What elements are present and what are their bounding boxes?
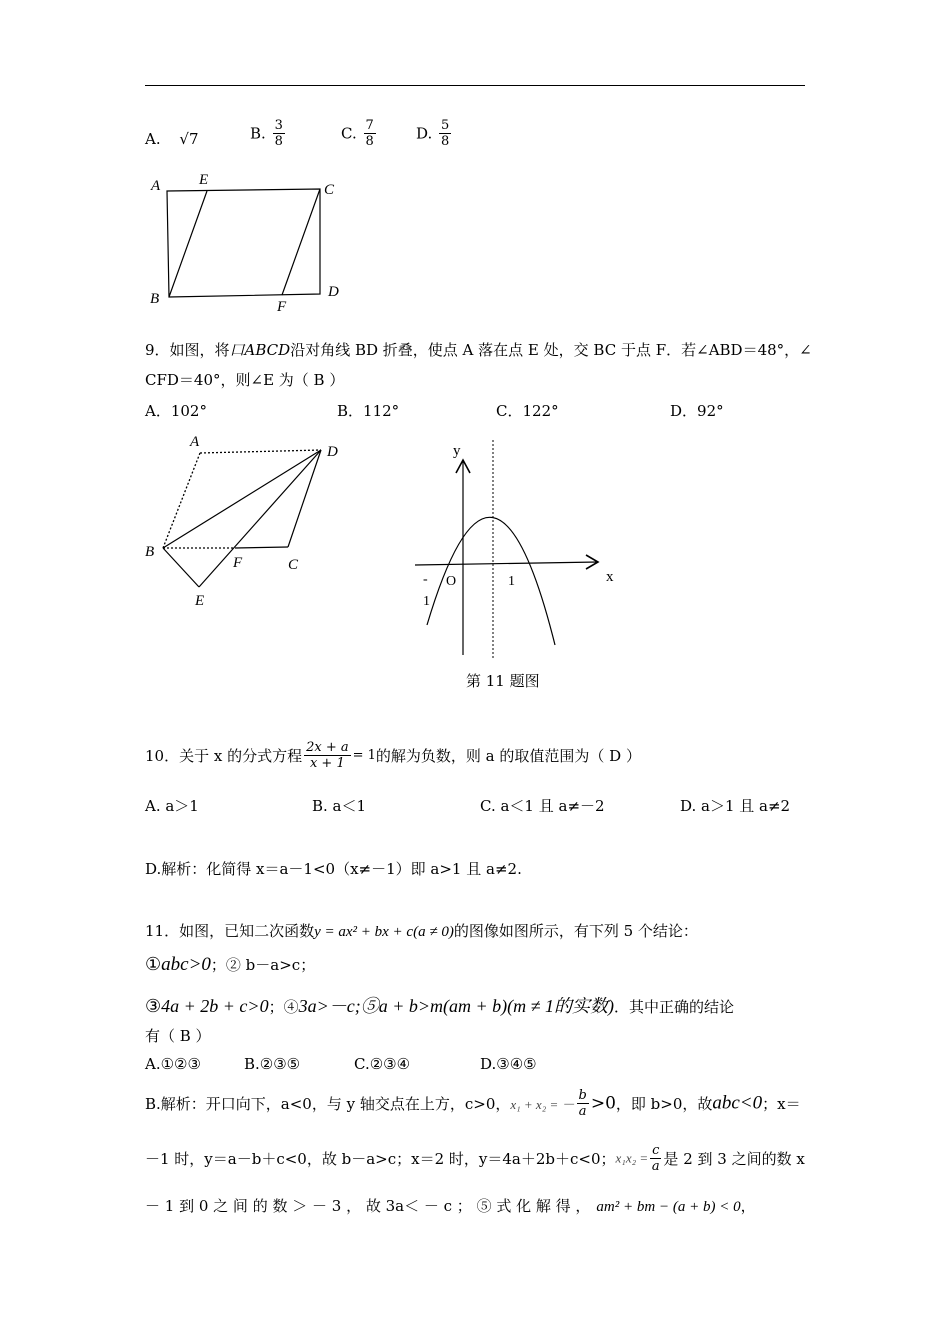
q10-option-b: B. a＜1 — [312, 797, 367, 815]
q9-option-d: D．92° — [670, 402, 724, 420]
q11-analysis-line3: － 1 到 0 之 间 的 数 ＞ － 3 ， 故 3a＜ － c ； ⑤ 式 化 解 得 ， am² + bm − (a + b) < 0， — [145, 1197, 756, 1215]
q9-option-a: A．102° — [145, 402, 207, 420]
label-neg-dash: - — [423, 572, 428, 587]
label-e: E — [199, 172, 209, 188]
label-f: F — [277, 299, 287, 315]
q11-stem-line3: ③4a + 2b + c>0；④3a>－c;⑤a + b>m(am + b)(m ≠ 1的实数)．其中正确的结论 — [145, 996, 735, 1017]
label-neg-one: 1 — [423, 594, 430, 609]
q8-option-a: A. √7 — [145, 130, 199, 148]
label-f: F — [233, 555, 243, 571]
label-y: y — [453, 443, 461, 459]
diagonal-bd — [163, 450, 321, 548]
q9-option-c: C．122° — [496, 402, 559, 420]
dotted-ab — [163, 453, 200, 548]
segment-dc — [288, 450, 321, 547]
label-e: E — [195, 593, 205, 609]
q8-option-c: C. $\frac{7}{8}$ — [341, 118, 374, 149]
q10-option-c: C. a＜1 且 a≠－2 — [480, 797, 605, 815]
q9-stem-line2: CFD＝40°，则∠E 为（ B ） — [145, 371, 345, 389]
figure-11-caption: 第 11 题图 — [466, 672, 540, 690]
q10-analysis: D.解析：化简得 x＝a－1<0（x≠－1）即 a>1 且 a≠2. — [145, 860, 522, 878]
q11-stem-line2: ①abc>0；② b－a>c； — [145, 954, 316, 975]
q10-stem: 10．关于 x 的分式方程 $\frac{2x + a}{x + 1}$ = 1的解为负数，则 a 的取值范围为（ D ） — [145, 740, 641, 771]
q11-analysis-line2: －1 时，y＝a－b＋c<0，故 b－a>c；x＝2 时，y＝4a＋2b＋c<0；x₁x₂ = $\frac{c}{a}$ 是 2 到 3 之间的数 x — [145, 1143, 805, 1174]
label-a: A — [190, 434, 200, 450]
label-c: C — [288, 557, 299, 573]
rectangle-abcd — [167, 189, 320, 297]
segment-fc — [235, 547, 288, 548]
label-one: 1 — [508, 574, 515, 589]
q11-option-c: C.②③④ — [354, 1055, 411, 1073]
q9-option-b: B．112° — [337, 402, 400, 420]
label-b: B — [145, 544, 155, 560]
segment-be — [163, 548, 199, 587]
segment-cf — [282, 189, 320, 295]
segment-be — [169, 191, 207, 297]
q11-stem-line4: 有（ B ） — [145, 1027, 211, 1045]
q11-option-b: B.②③⑤ — [244, 1055, 301, 1073]
q8-option-b: B. $\frac{3}{8}$ — [250, 118, 283, 149]
top-rule — [145, 85, 805, 86]
x-axis — [415, 562, 598, 565]
folded-parallelogram-figure — [140, 428, 360, 613]
dotted-ad — [200, 450, 321, 453]
label-d: D — [328, 284, 339, 300]
label-origin: O — [446, 574, 457, 589]
q11-analysis-line1: B.解析：开口向下，a<0，与 y 轴交点在上方，c>0，x₁ + x₂ = － $\frac{b}{a}$ >0，即 b>0，故abc<0；x＝ — [145, 1088, 801, 1119]
label-d: D — [327, 444, 338, 460]
q9-stem-line1: 9．如图，将口ABCD沿对角线 BD 折叠，使点 A 落在点 E 处，交 BC 于点 F．若∠ABD＝48°，∠ — [145, 341, 812, 359]
rectangle-figure — [140, 168, 360, 318]
q10-option-a: A. a＞1 — [145, 797, 199, 815]
label-b: B — [150, 291, 160, 307]
label-x: x — [606, 569, 614, 585]
q11-stem-line1: 11．如图，已知二次函数y = ax² + bx + c(a ≠ 0)的图像如图所示，有下列 5 个结论： — [145, 922, 698, 940]
q8-option-d: D. $\frac{5}{8}$ — [416, 118, 450, 149]
q11-option-a: A.①②③ — [145, 1055, 201, 1073]
segment-de — [199, 450, 321, 587]
label-c: C — [324, 182, 335, 198]
parabola-graph-figure — [410, 435, 630, 690]
label-a: A — [151, 178, 161, 194]
q10-option-d: D. a＞1 且 a≠2 — [680, 797, 791, 815]
q11-option-d: D.③④⑤ — [480, 1055, 537, 1073]
